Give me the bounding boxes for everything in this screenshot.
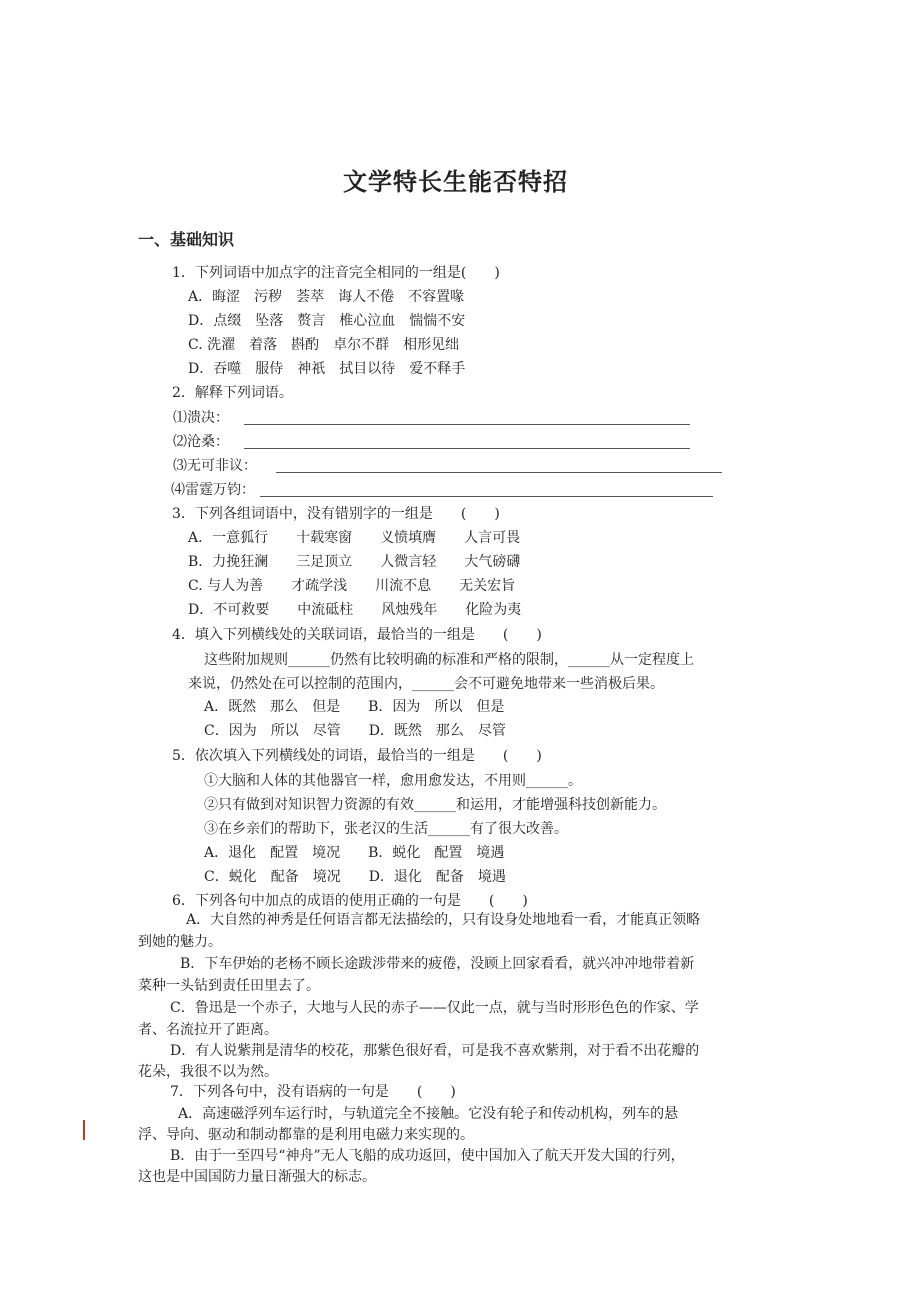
question-6-option-a: A．大自然的神秀是任何语言都无法描绘的，只有设身处地地看一看，才能真正领略 bbox=[186, 912, 701, 928]
question-7-option-b: B．由于一至四号“神舟”无人飞船的成功返回，使中国加入了航天开发大国的行列， bbox=[170, 1148, 685, 1164]
question-2-item: ⑶无可非议： bbox=[173, 458, 257, 474]
question-2-stem: 2．解释下列词语。 bbox=[172, 385, 293, 401]
question-1-option: D．点缀 坠落 赘言 椎心泣血 惴惴不安 bbox=[188, 313, 466, 329]
question-7-option-a-cont: 浮、导向、驱动和制动都靠的是利用电磁力来实现的。 bbox=[138, 1127, 474, 1143]
question-1-option: D．吞噬 服侍 神祇 拭目以待 爱不释手 bbox=[188, 361, 466, 377]
question-6-option-a-cont: 到她的魅力。 bbox=[138, 934, 222, 950]
question-4-stem: 4．填入下列横线处的关联词语，最恰当的一组是 ( ) bbox=[172, 627, 542, 643]
page-title: 文学特长生能否特招 bbox=[343, 168, 568, 196]
question-3-option: D．不可救要 中流砥柱 风烛残年 化险为夷 bbox=[188, 602, 522, 618]
question-4-options-row: C．因为 所以 尽管 D．既然 那么 尽管 bbox=[204, 723, 506, 739]
answer-line[interactable] bbox=[260, 496, 713, 497]
question-7-option-a: A．高速磁浮列车运行时，与轨道完全不接触。它没有轮子和传动机构，列车的悬 bbox=[178, 1106, 679, 1122]
question-2-item: ⑷雷霆万钧： bbox=[171, 482, 255, 498]
question-3-stem: 3．下列各组词语中，没有错别字的一组是 ( ) bbox=[172, 506, 500, 522]
question-5-sentence: ②只有做到对知识智力资源的有效______和运用，才能增强科技创新能力。 bbox=[204, 797, 666, 813]
answer-line[interactable] bbox=[244, 448, 690, 449]
question-6-option-b: B．下车伊始的老杨不顾长途跋涉带来的疲倦，没顾上回家看看，就兴冲冲地带着新 bbox=[180, 956, 695, 972]
question-2-item: ⑵沧桑： bbox=[173, 434, 229, 450]
question-7-stem: 7．下列各句中，没有语病的一句是 ( ) bbox=[170, 1084, 456, 1100]
question-6-option-c-cont: 者、名流拉开了距离。 bbox=[138, 1022, 278, 1038]
answer-line[interactable] bbox=[276, 472, 722, 473]
question-6-option-d: D．有人说紫荆是清华的校花，那紫色很好看，可是我不喜欢紫荆，对于看不出花瓣的 bbox=[170, 1043, 700, 1059]
question-5-options-row: C．蜕化 配备 境况 D．退化 配备 境遇 bbox=[204, 869, 506, 885]
question-5-options-row: A．退化 配置 境况 B．蜕化 配置 境遇 bbox=[204, 845, 505, 861]
question-3-option: A．一意狐行 十载寒窗 义愤填膺 人言可畏 bbox=[188, 530, 521, 546]
question-5-sentence: ①大脑和人体的其他器官一样，愈用愈发达，不用则______。 bbox=[204, 773, 582, 789]
question-3-option: C. 与人为善 才疏学浅 川流不息 无关宏旨 bbox=[188, 578, 516, 594]
question-2-item: ⑴溃决： bbox=[173, 410, 229, 426]
question-1-option: C. 洗濯 着落 斟酌 卓尔不群 相形见绌 bbox=[188, 337, 460, 353]
section-heading: 一、基础知识 bbox=[138, 230, 235, 249]
question-4-passage: 这些附加规则______仍然有比较明确的标准和严格的限制，______从一定程度上 bbox=[204, 652, 694, 668]
question-4-options-row: A．既然 那么 但是 B．因为 所以 但是 bbox=[204, 699, 505, 715]
question-1-stem: 1．下列词语中加点字的注音完全相同的一组是( ) bbox=[172, 265, 500, 281]
question-6-option-b-cont: 菜种一头钻到责任田里去了。 bbox=[138, 978, 320, 994]
text-cursor bbox=[83, 1120, 85, 1140]
question-6-option-c: C．鲁迅是一个赤子，大地与人民的赤子——仅此一点，就与当时形形色色的作家、学 bbox=[170, 1000, 699, 1016]
question-6-option-d-cont: 花朵，我很不以为然。 bbox=[138, 1064, 278, 1080]
question-5-sentence: ③在乡亲们的帮助下，张老汉的生活______有了很大改善。 bbox=[204, 821, 568, 837]
question-5-stem: 5．依次填入下列横线处的词语，最恰当的一组是 ( ) bbox=[172, 748, 542, 764]
question-7-option-b-cont: 这也是中国国防力量日渐强大的标志。 bbox=[138, 1169, 376, 1185]
question-4-passage: 来说，仍然处在可以控制的范围内，______会不可避免地带来一些消极后果。 bbox=[188, 676, 664, 692]
question-3-option: B．力挽狂澜 三足顶立 人微言轻 大气磅礴 bbox=[188, 554, 521, 570]
question-6-stem: 6．下列各句中加点的成语的使用正确的一句是 ( ) bbox=[172, 893, 528, 909]
answer-line[interactable] bbox=[244, 424, 690, 425]
question-1-option: A．晦涩 污秽 荟萃 诲人不倦 不容置喙 bbox=[188, 289, 465, 305]
